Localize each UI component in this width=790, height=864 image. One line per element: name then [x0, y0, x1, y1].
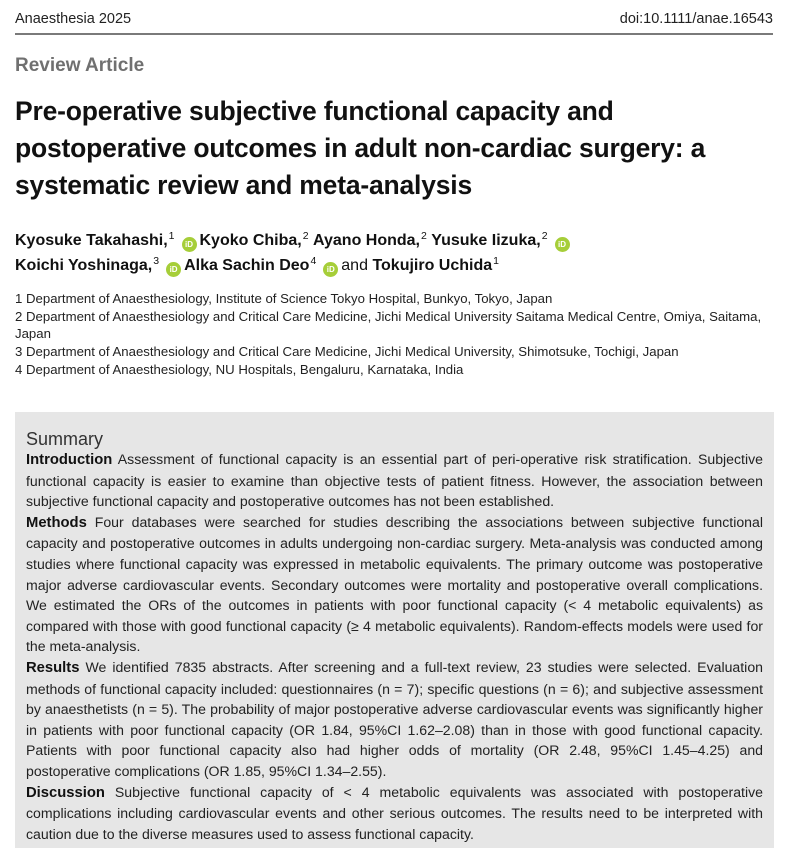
author-name: Ayano Honda, — [313, 232, 420, 249]
article-title: Pre-operative subjective functional capacity and postoperative outcomes in adult non-cardiac surgery: a systematic review and meta-analysis — [15, 96, 706, 200]
section-label: Results — [26, 659, 80, 676]
summary-discussion — [26, 782, 763, 845]
affiliation-ref: 4 — [310, 255, 317, 267]
author-name: Yusuke Iizuka, — [431, 232, 541, 249]
running-header — [15, 8, 773, 35]
affiliation-ref: 3 — [153, 255, 160, 267]
author-name: Tokujiro Uchida — [372, 257, 493, 274]
orcid-icon[interactable]: iD — [323, 262, 338, 277]
summary-heading: Summary — [26, 429, 104, 449]
orcid-icon[interactable]: iD — [182, 237, 197, 252]
author-name: Kyoko Chiba, — [199, 232, 302, 249]
affiliation-ref: 2 — [302, 230, 309, 242]
affiliation-ref: 1 — [493, 255, 499, 267]
section-text: Assessment of functional capacity is an essential part of peri-operative risk stratification. Subjective functional capacity is easier to examine than objective tests of patient fitness. However, the association between subjective functional capacity and postoperative outcomes has not been established. — [26, 451, 763, 510]
affiliation-item: 4 Department of Anaesthesiology, NU Hospitals, Bengaluru, Karnataka, India — [15, 361, 464, 377]
affiliation-item: 1 Department of Anaesthesiology, Institute of Science Tokyo Hospital, Bunkyo, Tokyo, Japan — [15, 291, 553, 306]
author-name: Koichi Yoshinaga, — [15, 257, 153, 274]
author-name: Kyosuke Takahashi, — [15, 232, 168, 249]
summary-introduction — [26, 449, 763, 512]
section-text: Subjective functional capacity of < 4 metabolic equivalents was associated with postoperative complications including cardiovascular events and other serious outcomes. The results need to be interpreted with caution due to the diverse measures used to assess functional capacity. — [26, 783, 763, 842]
affiliation-ref: 1 — [168, 230, 175, 242]
summary-methods — [26, 512, 763, 657]
section-label: Methods — [26, 514, 87, 531]
orcid-icon[interactable]: iD — [555, 237, 570, 252]
author-name: Alka Sachin Deo — [184, 257, 310, 274]
orcid-icon[interactable]: iD — [166, 262, 181, 277]
affiliation-ref: 2 — [541, 230, 548, 242]
section-label: Discussion — [26, 784, 105, 801]
summary-content — [26, 429, 763, 844]
article-type-label: Review Article — [15, 55, 145, 76]
section-text: Four databases were searched for studies describing the associations between subjective functional capacity and postoperative outcomes in adults undergoing non-cardiac surgery. Meta-analysis was conducted among studies where functional capacity was expressed in metabolic equivalents. The primary outcome was postoperative major adverse cardiovascular events. Secondary outcomes were mortality and postoperative overall complications. We estimated the ORs of the outcomes in patients with poor functional capacity (< 4 metabolic equivalents) as compared with those with good functional capacity (≥ 4 metabolic equivalents). Random-effects models were used for the meta-analysis. — [26, 513, 763, 655]
affiliation-ref: 2 — [421, 230, 427, 242]
summary-box — [15, 412, 774, 848]
section-label: Introduction — [26, 452, 113, 468]
journal-name: Anaesthesia 2025 — [15, 11, 132, 27]
affiliation-list — [15, 290, 770, 379]
author-conjunction: and — [341, 257, 368, 274]
summary-results — [26, 657, 763, 782]
affiliation-item: 3 Department of Anaesthesiology and Critical Care Medicine, Jichi Medical University, Shimotsuke, Tochigi, Japan — [15, 344, 679, 360]
section-text: We identified 7835 abstracts. After screening and a full-text review, 23 studies were selected. Evaluation methods of functional capacity included: questionnaires (n = 7); specific questions (n = 6); and subjective assessment by anaesthetists (n = 5). The probability of major postoperative adverse cardiovascular events was significantly higher in patients with poor functional capacity (OR 1.84, 95%CI 1.62–2.08) than in those with good functional capacity. Patients with poor functional capacity also had higher odds of mortality (OR 2.48, 95%CI 1.45–4.25) and postoperative complications (OR 1.85, 95%CI 1.34–2.55). — [26, 658, 763, 779]
affiliation-item: 2 Department of Anaesthesiology and Critical Care Medicine, Jichi Medical University Saitama Medical Centre, Omiya, Saitama, Japan — [15, 308, 762, 342]
author-list — [15, 228, 775, 278]
doi-link[interactable]: doi:10.1111/anae.16543 — [619, 11, 773, 27]
